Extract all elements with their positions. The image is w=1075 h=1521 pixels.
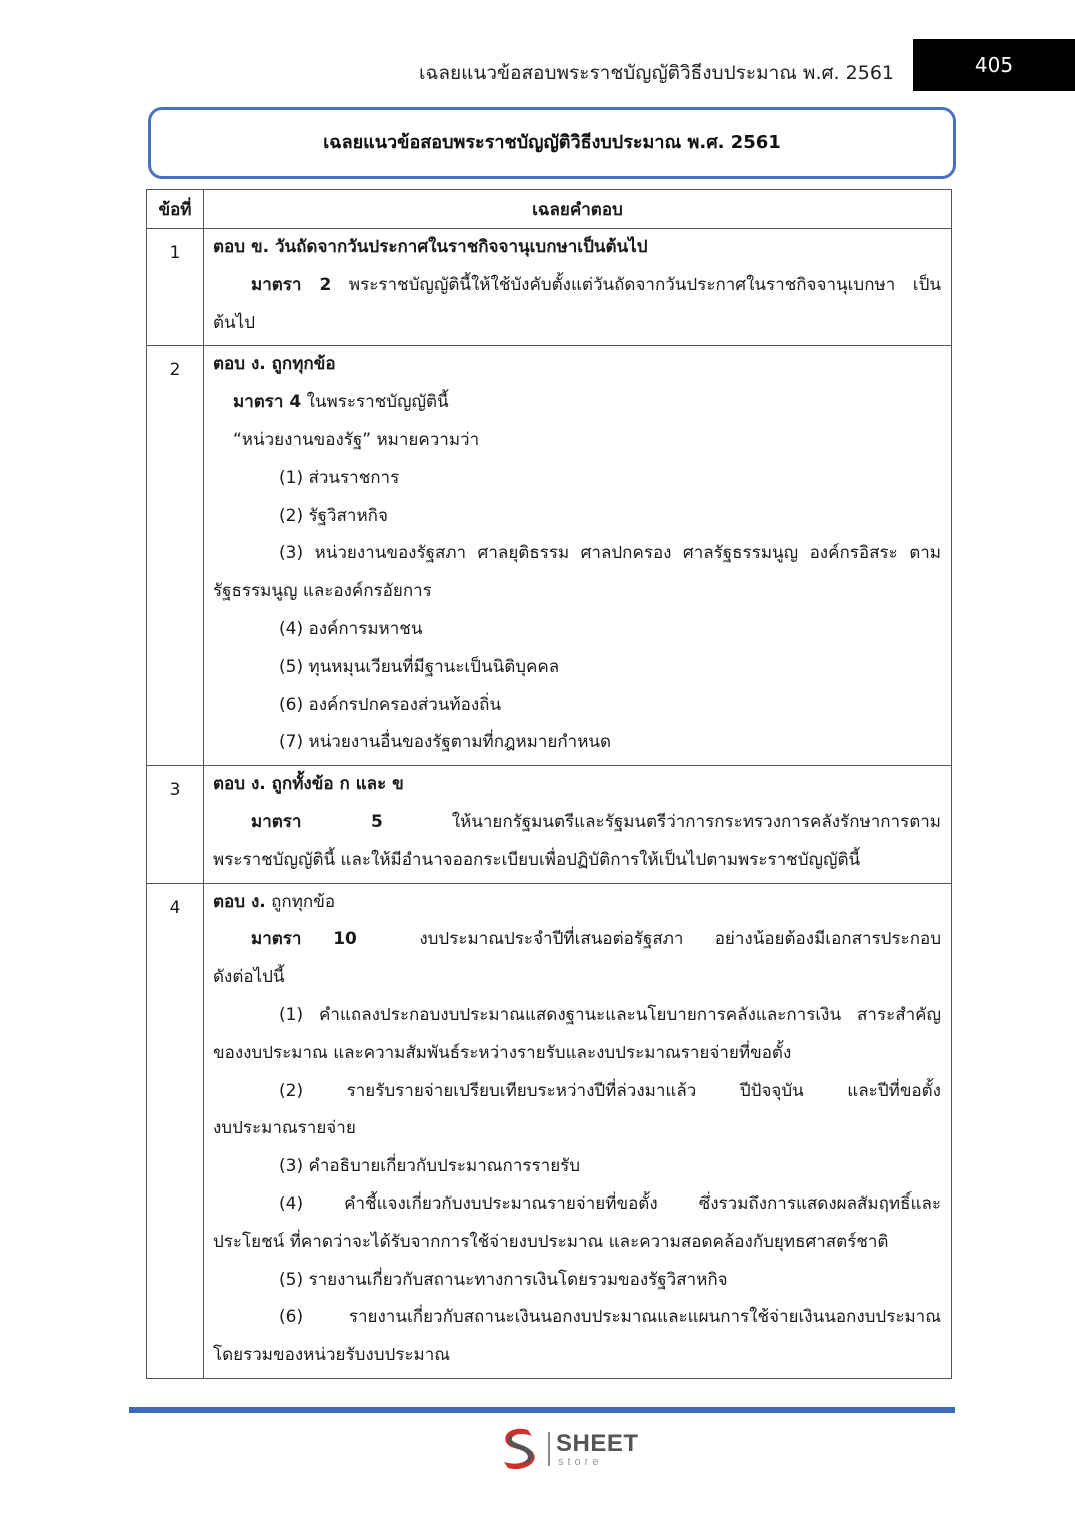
answer-line: มาตรา 2 พระราชบัญญัตินี้ให้ใช้บังคับตั้งแต่วันถัดจากวันประกาศในราชกิจจานุเบกษา เป็น — [251, 274, 941, 295]
logo-subtitle: store — [558, 1456, 603, 1468]
answer-choice: ตอบ ง. ถูกทุกข้อ — [213, 891, 336, 912]
question-number: 3 — [147, 766, 204, 883]
answer-line: ต้นไป — [213, 312, 256, 333]
answer-line: ประโยชน์ ที่คาดว่าจะได้รับจากการใช้จ่ายงบประมาณ และความสอดคล้องกับยุทธศาสตร์ชาติ — [213, 1231, 889, 1252]
table-row — [147, 883, 952, 1378]
answer-line: (6) องค์กรปกครองส่วนท้องถิ่น — [279, 694, 502, 715]
answer-cell — [204, 346, 952, 766]
answer-line: งบประมาณรายจ่าย — [213, 1118, 356, 1139]
answer-line: รัฐธรรมนูญ และองค์กรอัยการ — [213, 581, 432, 602]
logo-name: SHEET — [556, 1430, 639, 1457]
logo-separator — [548, 1432, 550, 1466]
section-label: มาตรา 5 — [251, 811, 383, 832]
answer-line: มาตรา 10 งบประมาณประจำปีที่เสนอต่อรัฐสภา อย่างน้อยต้องมีเอกสารประกอบ — [251, 929, 941, 950]
table-row — [147, 766, 952, 883]
answer-choice: ตอบ ข. วันถัดจากวันประกาศในราชกิจจานุเบกษาเป็นต้นไป — [213, 237, 648, 257]
answer-line: (2) รัฐวิสาหกิจ — [279, 505, 388, 526]
table-row — [147, 346, 952, 766]
answer-line: (1) คำแถลงประกอบงบประมาณแสดงฐานะและนโยบายการคลังและการเงิน สาระสำคัญ — [279, 1004, 941, 1025]
answer-choice: ตอบ ง. ถูกทุกข้อ — [213, 354, 336, 375]
answer-line: (2) รายรับรายจ่ายเปรียบเทียบระหว่างปีที่ล่วงมาแล้ว ปีปัจจุบัน และปีที่ขอตั้ง — [279, 1080, 941, 1101]
answer-line: พระราชบัญญัตินี้ และให้มีอำนาจออกระเบียบเพื่อปฏิบัติการให้เป็นไปตามพระราชบัญญัตินี้ — [213, 849, 861, 870]
table-row — [147, 229, 952, 346]
answer-line: (4) คำชี้แจงเกี่ยวกับงบประมาณรายจ่ายที่ขอตั้ง ซึ่งรวมถึงการแสดงผลสัมฤทธิ์และ — [279, 1193, 941, 1214]
header-answer: เฉลยคำตอบ — [204, 190, 952, 229]
question-number: 2 — [147, 346, 204, 766]
answer-table — [146, 189, 952, 1379]
answer-line: (6) รายงานเกี่ยวกับสถานะเงินนอกงบประมาณและแผนการใช้จ่ายเงินนอกงบประมาณ — [279, 1307, 941, 1328]
running-header-title: เฉลยแนวข้อสอบพระราชบัญญัติวิธีงบประมาณ พ.ศ. 2561 — [418, 62, 894, 84]
answer-line: (3) คำอธิบายเกี่ยวกับประมาณการรายรับ — [279, 1156, 581, 1177]
answer-line: “หน่วยงานของรัฐ” หมายความว่า — [233, 429, 480, 450]
answer-line: มาตรา 5 ให้นายกรัฐมนตรีและรัฐมนตรีว่าการกระทรวงการคลังรักษาการตาม — [251, 811, 941, 832]
answer-line: (5) รายงานเกี่ยวกับสถานะทางการเงินโดยรวมของรัฐวิสาหกิจ — [279, 1269, 728, 1290]
answer-line: โดยรวมของหน่วยรับงบประมาณ — [213, 1345, 451, 1366]
question-number: 1 — [147, 229, 204, 346]
answer-cell — [204, 766, 952, 883]
answer-choice: ตอบ ง. ถูกทั้งข้อ ก และ ข — [213, 774, 404, 795]
answer-line: (1) ส่วนราชการ — [279, 467, 400, 488]
answer-line: ดังต่อไปนี้ — [213, 967, 285, 988]
answer-line: (4) องค์การมหาชน — [279, 618, 423, 639]
section-label: มาตรา 4 — [233, 392, 302, 413]
section-title: เฉลยแนวข้อสอบพระราชบัญญัติวิธีงบประมาณ พ.ศ. 2561 — [148, 107, 956, 179]
answer-cell — [204, 229, 952, 346]
answer-line: (3) หน่วยงานของรัฐสภา ศาลยุติธรรม ศาลปกครอง ศาลรัฐธรรมนูญ องค์กรอิสระ ตาม — [279, 543, 941, 564]
answer-line: (7) หน่วยงานอื่นของรัฐตามที่กฎหมายกำหนด — [279, 732, 612, 753]
section-label: มาตรา 2 — [251, 274, 332, 295]
answer-line: ของงบประมาณ และความสัมพันธ์ระหว่างรายรับและงบประมาณรายจ่ายที่ขอตั้ง — [213, 1042, 792, 1063]
footer-divider — [129, 1407, 955, 1413]
page-number: 405 — [913, 39, 1075, 91]
answer-line: มาตรา 4 ในพระราชบัญญัตินี้ — [233, 392, 449, 413]
question-number: 4 — [147, 883, 204, 1378]
answer-line: (5) ทุนหมุนเวียนที่มีฐานะเป็นนิติบุคคล — [279, 656, 560, 677]
section-label: มาตรา 10 — [251, 929, 357, 950]
table-header-row — [147, 190, 952, 229]
answer-cell — [204, 883, 952, 1378]
header-question-number: ข้อที่ — [147, 190, 204, 229]
